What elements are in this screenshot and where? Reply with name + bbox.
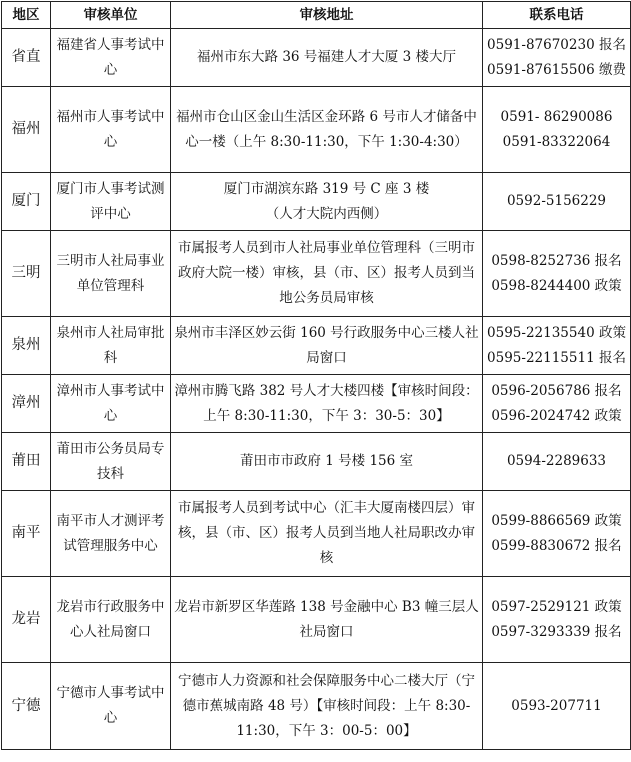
cell-unit: 漳州市人事考试中心 [51, 375, 171, 433]
cell-phone [483, 433, 631, 491]
table-row [2, 577, 631, 663]
cell-region: 龙岩 [2, 577, 51, 663]
cell-address [171, 433, 483, 491]
phone-line: 0592-5156229 [506, 193, 607, 209]
cell-unit: 福州市人事考试中心 [51, 87, 171, 173]
cell-region: 厦门 [2, 173, 51, 231]
phone-line: 0599-8866569 政策 [491, 512, 622, 529]
cell-phone [483, 87, 631, 173]
table-row [2, 317, 631, 375]
cell-phone [483, 491, 631, 577]
address-line: 厦门市湖滨东路 319 号 C 座 3 楼 [223, 180, 430, 197]
cell-phone [483, 29, 631, 87]
cell-address [171, 231, 483, 317]
phone-line: 0591- 86290086 [500, 108, 613, 125]
header-unit: 审核单位 [51, 2, 171, 29]
header-phone: 联系电话 [483, 2, 631, 29]
phone-line: 0594-2289633 [506, 453, 607, 469]
cell-unit: 厦门市人事考试测评中心 [51, 173, 171, 231]
cell-address [171, 375, 483, 433]
cell-region: 泉州 [2, 317, 51, 375]
cell-phone [483, 577, 631, 663]
table-header-row [2, 2, 631, 29]
phone-line: 0598-8244400 政策 [491, 277, 622, 294]
cell-unit: 三明市人社局事业单位管理科 [51, 231, 171, 317]
cell-unit: 宁德市人事考试中心 [51, 663, 171, 750]
table-row [2, 663, 631, 750]
phone-line: 0593-207711 [511, 697, 602, 714]
address-line: 市属报考人员到市人社局事业单位管理科（三明市政府大院一楼）审核，县（市、区）报考人员到当地公务员局审核 [178, 240, 475, 306]
cell-region: 宁德 [2, 663, 51, 750]
table-row [2, 29, 631, 87]
cell-phone [483, 173, 631, 231]
cell-address [171, 87, 483, 173]
table-row [2, 87, 631, 173]
phone-line: 0595-22135540 政策 [487, 324, 626, 341]
cell-region: 三明 [2, 231, 51, 317]
address-line: 龙岩市新罗区华莲路 138 号金融中心 B3 幢三层人社局窗口 [174, 598, 479, 640]
cell-phone [483, 231, 631, 317]
cell-unit: 泉州市人社局审批科 [51, 317, 171, 375]
address-line: 漳州市腾飞路 382 号人才大楼四楼【审核时间段：上午 8:30-11:30，下午 3：30-5：30】 [174, 382, 479, 424]
cell-region: 南平 [2, 491, 51, 577]
table-body [2, 29, 631, 750]
table-row [2, 491, 631, 577]
cell-address [171, 577, 483, 663]
cell-address [171, 663, 483, 750]
cell-unit: 福建省人事考试中心 [51, 29, 171, 87]
table-row [2, 433, 631, 491]
cell-region: 漳州 [2, 375, 51, 433]
cell-address [171, 491, 483, 577]
address-line: 宁德市人力资源和社会保障服务中心二楼大厅（宁德市蕉城南路 48 号）【审核时间段：上午 8:30-11:30，下午 3：00-5：00】 [178, 672, 475, 739]
cell-address [171, 317, 483, 375]
cell-unit: 南平市人才测评考试管理服务中心 [51, 491, 171, 577]
phone-line: 0591-87615506 缴费 [487, 61, 626, 78]
table-row [2, 231, 631, 317]
cell-region: 莆田 [2, 433, 51, 491]
cell-region: 省直 [2, 29, 51, 87]
phone-line: 0597-3293339 报名 [491, 623, 622, 640]
phone-line: 0597-2529121 政策 [491, 598, 622, 615]
table-row [2, 173, 631, 231]
cell-phone [483, 375, 631, 433]
cell-phone [483, 663, 631, 750]
header-region: 地区 [2, 2, 51, 29]
cell-address [171, 29, 483, 87]
address-line: 福州市东大路 36 号福建人才大厦 3 楼大厅 [197, 49, 456, 65]
phone-line: 0595-22115511 报名 [487, 349, 626, 366]
table-row [2, 375, 631, 433]
address-line: 莆田市市政府 1 号楼 156 室 [239, 453, 414, 469]
phone-line: 0596-2024742 政策 [491, 407, 622, 424]
phone-line: 0599-8830672 报名 [491, 537, 622, 554]
phone-line: 0591-83322064 [502, 133, 611, 150]
address-line: 市属报考人员到考试中心（汇丰大厦南楼四层）审核，县（市、区）报考人员到当地人社局职改办审核 [178, 500, 475, 566]
phone-line: 0596-2056786 报名 [491, 382, 622, 399]
cell-unit: 莆田市公务员局专技科 [51, 433, 171, 491]
cell-unit: 龙岩市行政服务中心人社局窗口 [51, 577, 171, 663]
header-address: 审核地址 [171, 2, 483, 29]
cell-address [171, 173, 483, 231]
address-line: 福州市仓山区金山生活区金环路 6 号市人才储备中心一楼（上午 8:30-11:30，下午 1:30-4:30） [176, 108, 477, 150]
audit-units-table [1, 1, 631, 750]
phone-line: 0598-8252736 报名 [491, 252, 622, 269]
phone-line: 0591-87670230 报名 [487, 36, 626, 53]
address-line: 泉州市丰泽区妙云街 160 号行政服务中心三楼人社局窗口 [174, 324, 479, 366]
cell-region: 福州 [2, 87, 51, 173]
address-line: （人才大院内西侧） [265, 205, 388, 222]
cell-phone [483, 317, 631, 375]
